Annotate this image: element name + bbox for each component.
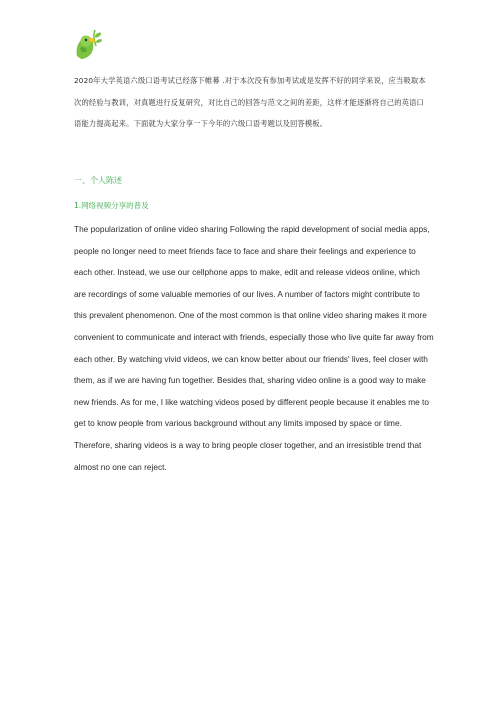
sub-heading: 1.网络视频分享的普及 (74, 201, 149, 210)
intro-paragraph: 2020年大学英语六级口语考试已经落下帷幕 .对于本次没有参加考试或是发挥不好的同学来说，应当吸取本次的经验与教训，对真题进行反复研究，对比自己的回答与范文之间的差距，这样才能逐渐将自己的英语口语能力提高起来。下面就为大家分享一下今年的六级口语考题以及回答模板。 (74, 76, 426, 128)
parrot-logo-icon (72, 26, 104, 62)
essay-paragraph: The popularization of online video sharing Following the rapid development of social media apps, people no longer need to meet friends face to face and share their feelings and experience to each other. Instead, we use our cellphone apps to make, edit and release videos online, which are recordings of some valuable memories of our lives. A number of factors might contribute to this prevalent phenomenon. One of the most common is that online video sharing makes it more convenient to communicate and interact with friends, especially those who live quite far away from each other. By watching vivid videos, we can know better about our friends' lives, feel closer with them, as if we are having fun together. Besides that, sharing video online is a good way to make new friends. As for me, I like watching videos posed by different people because it enables me to get to know people from various background without any limits imposed by space or time. Therefore, sharing videos is a way to bring people closer together, and an irresistible trend that almost no one can reject. (74, 224, 434, 472)
section-heading: 一、个人陈述 (74, 176, 122, 185)
